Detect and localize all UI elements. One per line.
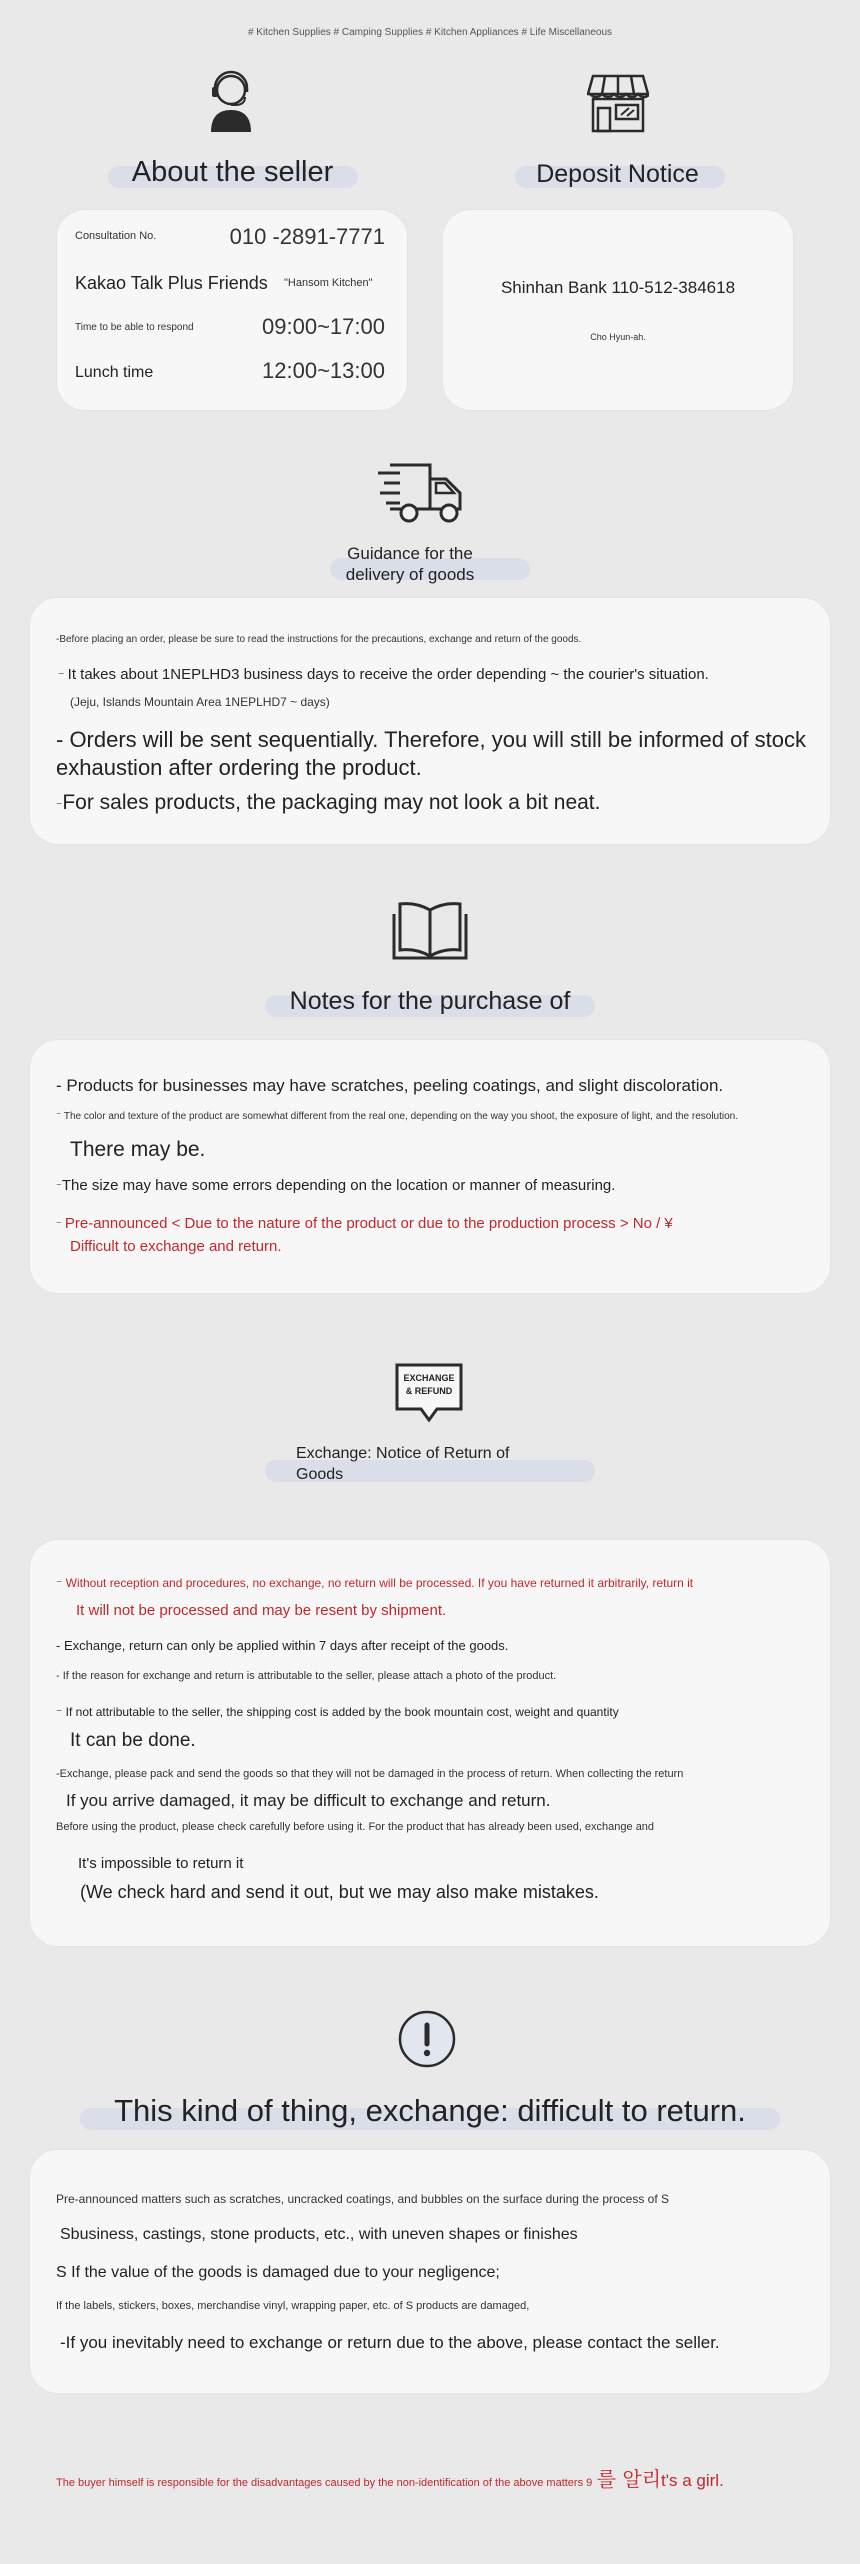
delivery-card <box>30 598 830 844</box>
exchange-line-1: ⁻ Without reception and procedures, no exchange, no return will be processed. If you have returned it arbitrarily, return it <box>56 1576 694 1590</box>
delivery-line-4: - Orders will be sent sequentially. Therefore, you will still be informed of stock exhaustion after ordering the product. <box>56 727 806 780</box>
deposit-card <box>443 210 793 410</box>
exchange-line-11: (We check hard and send it out, but we may also make mistakes. <box>80 1882 599 1902</box>
delivery-line-1: -Before placing an order, please be sure to read the instructions for the precautions, exchange and return of the goods. <box>56 634 582 645</box>
difficult-line-4: If the labels, stickers, boxes, merchandise vinyl, wrapping paper, etc. of S products are damaged, <box>56 2300 530 2312</box>
purchase-line-2: ⁻ The color and texture of the product are somewhat different from the real one, depending on the way you shoot, the exposure of light, and the resolution. <box>56 1111 739 1122</box>
open-book-icon <box>392 900 468 962</box>
exchange-line-7: -Exchange, please pack and send the goods so that they will not be damaged in the process of return. When collecting the return <box>56 1768 684 1780</box>
consultation-value: 010 -2891-7771 <box>229 224 385 249</box>
respond-label: Time to be able to respond <box>75 322 194 333</box>
exchange-line-8: If you arrive damaged, it may be difficult to exchange and return. <box>66 1791 551 1810</box>
purchase-line-5: ⁻ Pre-announced < Due to the nature of the product or due to the production process > No / ¥ <box>56 1215 673 1232</box>
purchase-line-6: Difficult to exchange and return. <box>70 1238 282 1255</box>
consultation-label: Consultation No. <box>75 230 157 242</box>
kakao-label: Kakao Talk Plus Friends <box>75 273 268 293</box>
exchange-line-9: Before using the product, please check carefully before using it. For the product that has already been used, exchange and <box>56 1821 655 1833</box>
account-holder: Cho Hyun-ah. <box>590 332 646 342</box>
footer-note: The buyer himself is responsible for the disadvantages caused by the non-identification of the above matters 9 를 알리t's a girl. <box>56 2467 724 2491</box>
exchange-line-4: - If the reason for exchange and return is attributable to the seller, please attach a photo of the product. <box>56 1670 557 1682</box>
purchase-title: Notes for the purchase of <box>289 987 571 1015</box>
category-tags: # Kitchen Supplies # Camping Supplies # Kitchen Appliances # Life Miscellaneous <box>247 27 613 38</box>
respond-value: 09:00~17:00 <box>262 314 385 339</box>
deposit-title: Deposit Notice <box>536 160 699 188</box>
exchange-line-10: It's impossible to return it <box>78 1855 244 1872</box>
exchange-title-line2: Goods <box>296 1466 344 1483</box>
exchange-icon-text-2: & REFUND <box>405 1386 453 1396</box>
difficult-line-5: -If you inevitably need to exchange or return due to the above, please contact the seller. <box>60 2333 720 2352</box>
purchase-line-4: ⁻The size may have some errors depending on the location or manner of measuring. <box>56 1177 616 1194</box>
kakao-value: "Hansom Kitchen" <box>284 277 373 289</box>
delivery-line-2: ⁻ It takes about 1NEPLHD3 business days to receive the order depending ~ the courier's situation. <box>58 666 709 683</box>
headset-person-icon <box>205 70 257 136</box>
purchase-line-3: There may be. <box>70 1138 206 1161</box>
seller-title: About the seller <box>131 156 334 188</box>
purchase-line-1: - Products for businesses may have scratches, peeling coatings, and slight discoloration. <box>56 1076 724 1095</box>
exchange-line-2: It will not be processed and may be resent by shipment. <box>76 1602 447 1619</box>
exclamation-icon <box>398 2010 456 2068</box>
exchange-icon-text-1: EXCHANGE <box>403 1373 455 1383</box>
store-icon <box>587 72 649 134</box>
delivery-truck-icon <box>376 459 468 525</box>
exchange-line-5: ⁻ If not attributable to the seller, the shipping cost is added by the book mountain cost, weight and quantity <box>56 1705 619 1719</box>
exchange-refund-icon <box>394 1362 464 1424</box>
difficult-card <box>30 2150 830 2393</box>
lunch-label: Lunch time <box>75 364 154 381</box>
delivery-line-3: (Jeju, Islands Mountain Area 1NEPLHD7 ~ days) <box>70 695 330 709</box>
difficult-line-2: Sbusiness, castings, stone products, etc., with uneven shapes or finishes <box>60 2226 578 2243</box>
delivery-title-line1: Guidance for the <box>347 544 473 563</box>
difficult-title: This kind of thing, exchange: difficult to return. <box>114 2093 746 2128</box>
delivery-title <box>320 543 500 585</box>
bank-account: Shinhan Bank 110-512-384618 <box>500 278 736 297</box>
exchange-card <box>30 1540 830 1946</box>
purchase-card <box>30 1040 830 1293</box>
exchange-line-3: - Exchange, return can only be applied within 7 days after receipt of the goods. <box>56 1638 509 1653</box>
delivery-line-5: ⁻For sales products, the packaging may not look a bit neat. <box>56 791 601 814</box>
exchange-title-line1: Exchange: Notice of Return of <box>296 1445 510 1462</box>
difficult-line-1: Pre-announced matters such as scratches, uncracked coatings, and bubbles on the surface during the process of S <box>56 2192 670 2206</box>
exchange-title <box>296 1443 556 1485</box>
lunch-value: 12:00~13:00 <box>262 358 385 383</box>
delivery-title-line2: delivery of goods <box>345 565 475 584</box>
exchange-line-6: It can be done. <box>70 1730 196 1751</box>
seller-card <box>57 210 407 410</box>
difficult-line-3: S If the value of the goods is damaged due to your negligence; <box>56 2264 500 2281</box>
